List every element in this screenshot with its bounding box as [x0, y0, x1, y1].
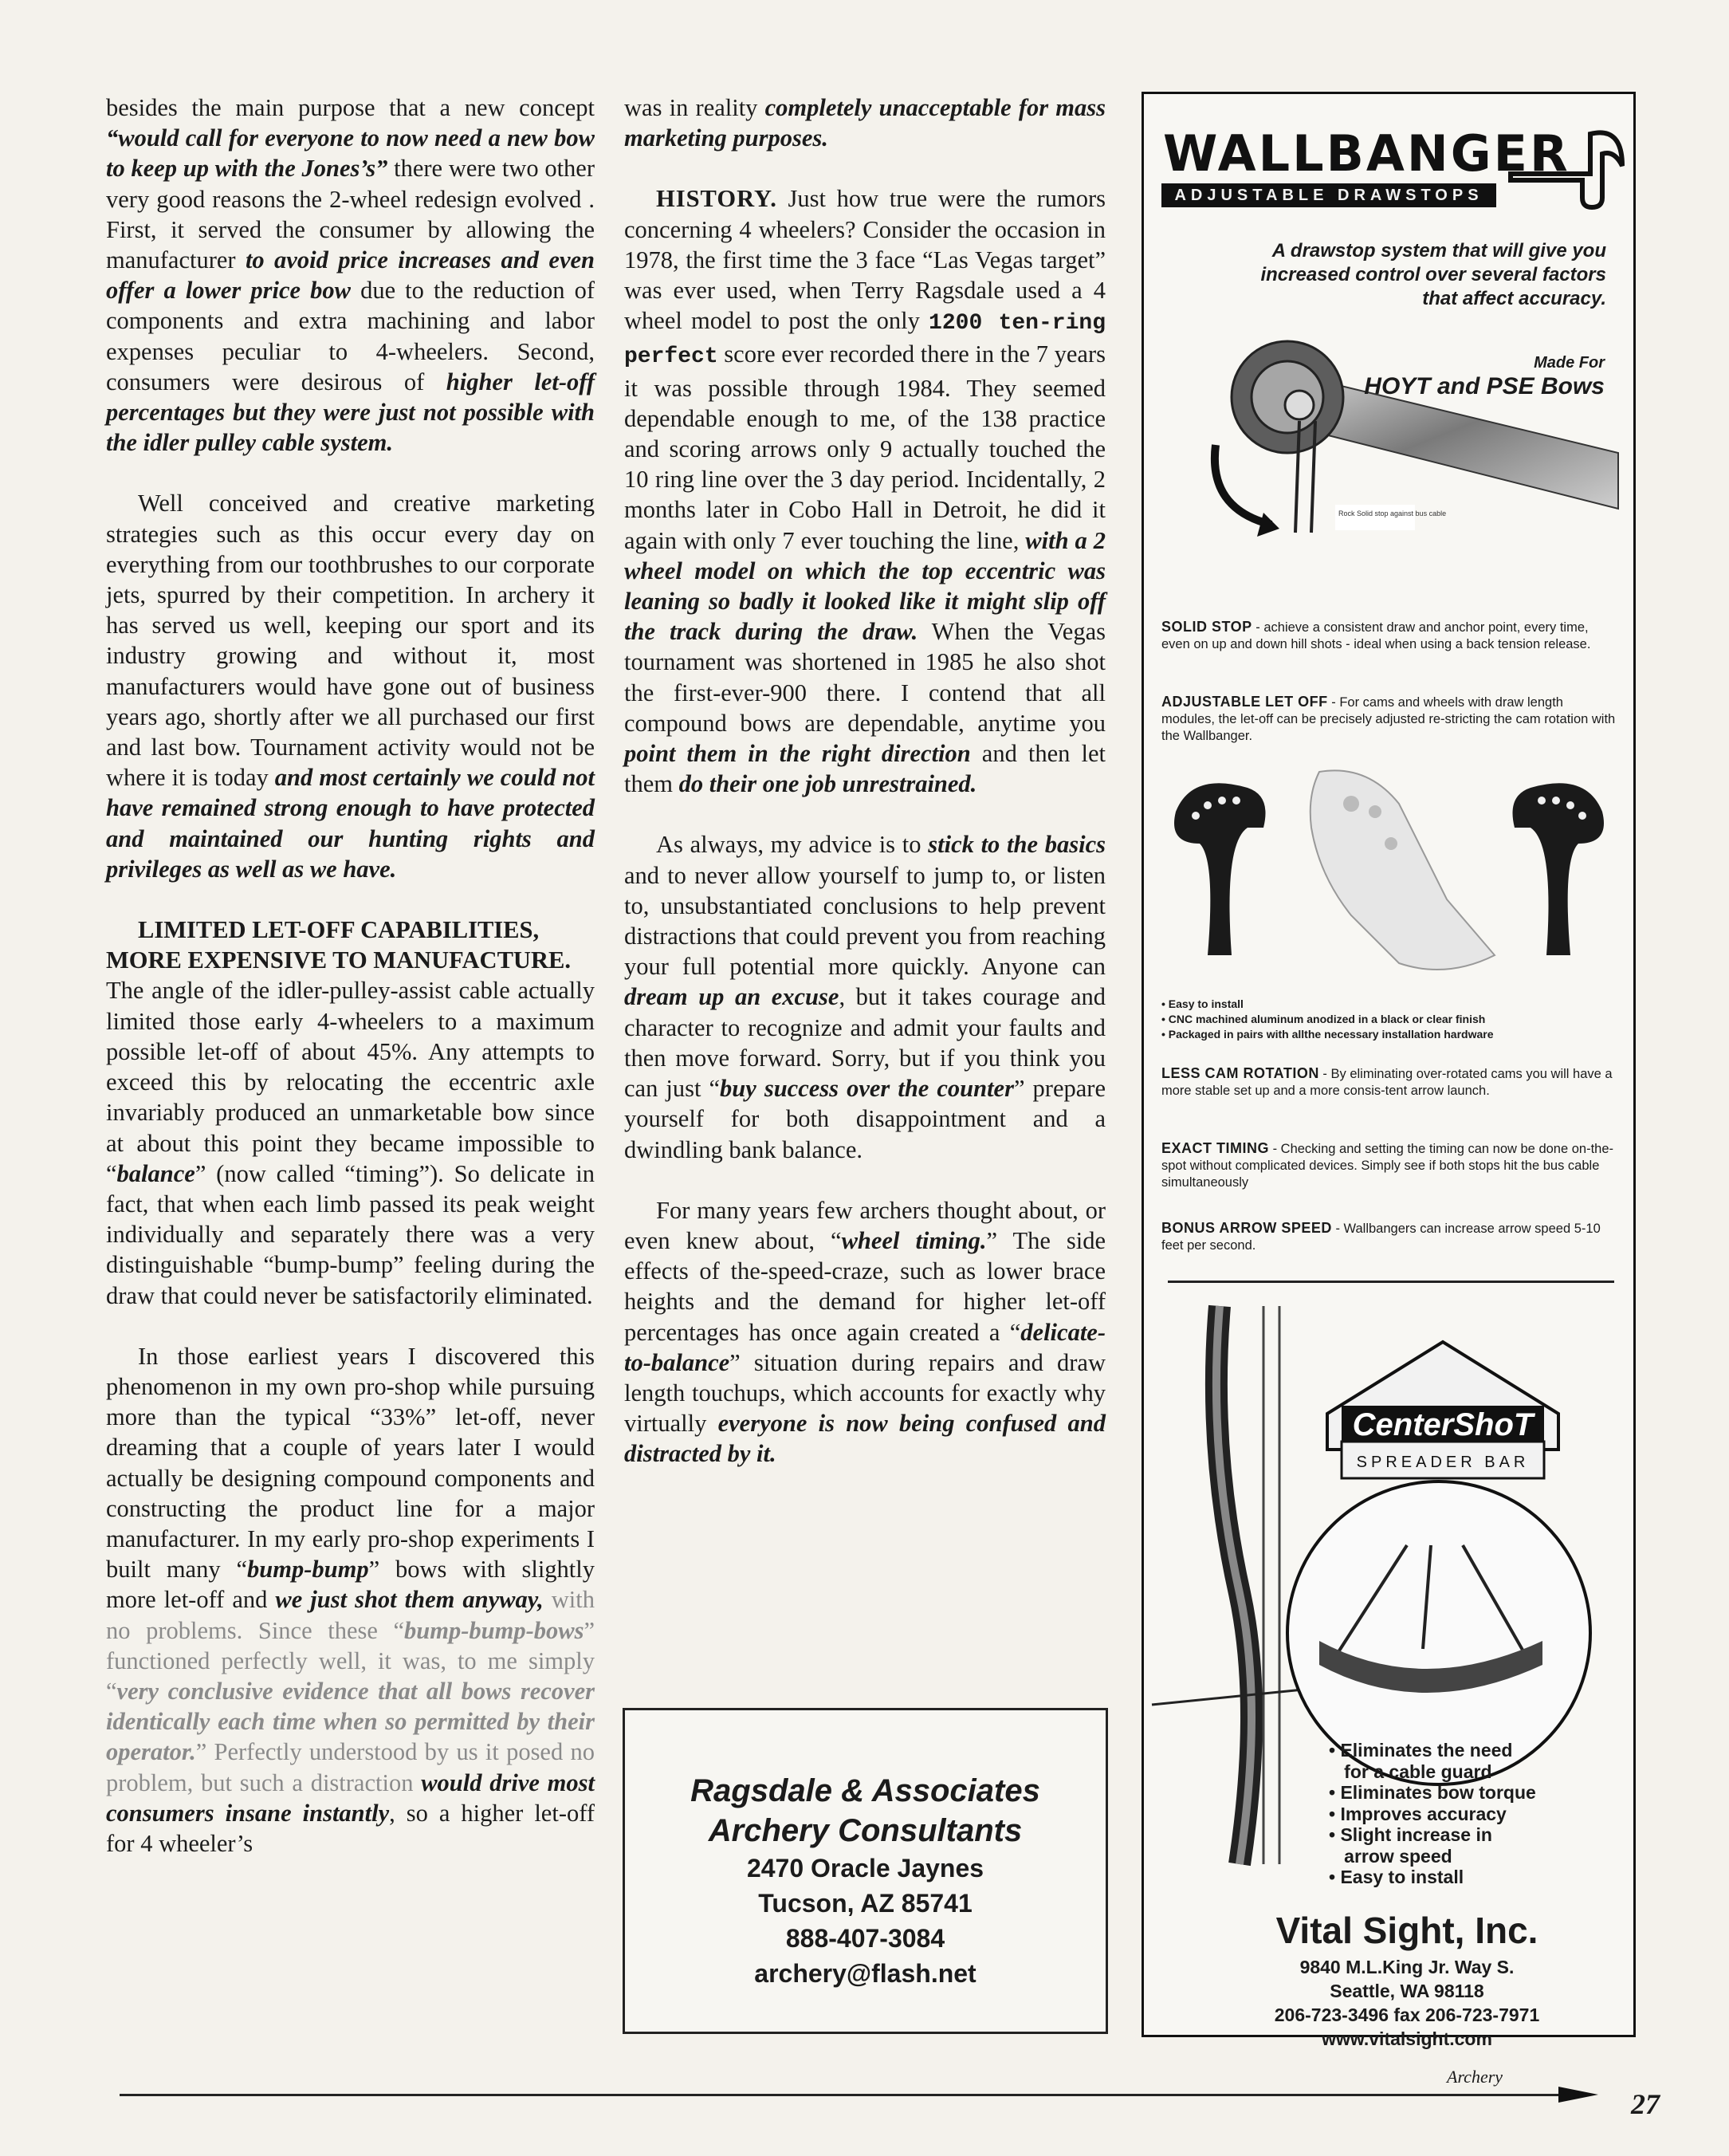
article-column-2: [624, 92, 1106, 1469]
phone: 888-407-3084: [785, 1924, 945, 1953]
paragraph: Well conceived and creative marketing strategies such as this occur every day on everything from our toothbrushes to our corporate jets, spurred by their competition. In archery it has served us well, keeping our sport and its industry growing and without it, most manufacturers would have gone out of business years ago, shortly after we all purchased our first and last bow. Tournament activity would not be where it is today and most certainly we could not have remained strong enough to have protected and maintained our hunting rights and privileges as well as we have.: [106, 490, 595, 883]
paragraph: As always, my advice is to stick to the basics and to never allow yourself to jump to, or listen to, unsubstantiated conclusions to help prevent distractions that could prevent you from reaching your full potential more quickly. Anyone can dream up an excuse, but it takes courage and character to recognize and admit your faults and then move forward. Sorry, but if you think you can just “buy success over the counter” prepare yourself for both disappointment and a dwindling bank balance.: [624, 831, 1106, 1163]
centershot-bullets: • Eliminates the need for a cable guard • Eliminates bow torque • Improves accuracy • Slight increase in arrow speed • Easy to install: [1329, 1740, 1536, 1887]
wallbanger-subtitle: ADJUSTABLE DRAWSTOPS: [1161, 183, 1496, 207]
wallbanger-brand: WALLBANGER: [1163, 124, 1570, 183]
vital-sight-contact: 9840 M.L.King Jr. Way S. Seattle, WA 98118 206-723-3496 fax 206-723-7971 www.vitalsight.com: [1224, 1955, 1590, 2051]
city: Tucson, AZ 85741: [758, 1889, 973, 1918]
feature-solid-stop: SOLID STOP - achieve a consistent draw and anchor point, every time, even on up and down hill shots - ideal when using a back tension release.: [1161, 619, 1591, 651]
feature-bonus-arrow-speed: BONUS ARROW SPEED - Wallbangers can increase arrow speed 5-10 feet per second.: [1161, 1220, 1601, 1253]
paragraph: was in reality completely unacceptable for mass marketing purposes.: [624, 94, 1106, 152]
centershot-logo: CenterShoT: [1352, 1407, 1534, 1442]
paragraph: In those earliest years I discovered this phenomenon in my own pro-shop while pursuing more than the typical “33%” let-off, never dreaming that a couple of years later I would actually be designing compound components and constructing the product line for a major manufacturer. In my early pro-shop experiments I built many “bump-bump” bows with slightly more let-off and we just shot them anyway, with no problems. Since these “bump-bump-bows” functioned perfectly well, it was, to me simply “very conclusive evidence that all bows recover identically each time when so permitted by their operator.” Perfectly understood by us it posed no problem, but such a distraction would drive most consumers insane instantly, so a higher let-off for 4 wheeler’s: [106, 1342, 595, 1857]
feature-adjustable-let-off: ADJUSTABLE LET OFF - For cams and wheels with draw length modules, the let-off can be precisely adjusted re-stricting the cam rotation with the Wallbanger.: [1161, 694, 1616, 743]
address: 2470 Oracle Jaynes: [746, 1854, 984, 1883]
email[interactable]: archery@flash.net: [754, 1959, 976, 1988]
wallbanger-bullets: • Easy to install • CNC machined aluminum anodized in a black or clear finish • Packaged in pairs with allthe necessary installation hardware: [1161, 997, 1494, 1041]
paragraph: LIMITED LET-OFF CAPABILITIES, MORE EXPENSIVE TO MANUFACTURE. The angle of the idler-pulley-assist cable actually limited those early 4-wheelers to a maximum possible let-off of about 45%. Any attempts to exceed this by relocating the eccentric axle invariably produced an unmarketable bow since at about this point they became impossible to “balance” (now called “timing”). So delicate in fact, that when each limb passed its peak weight individually and separately there was a very distinguishable “bump-bump” feeling during the draw that could never be satisfactorily eliminated.: [106, 916, 595, 1309]
ad-divider: [1168, 1281, 1614, 1283]
vital-sight-website[interactable]: www.vitalsight.com: [1322, 2028, 1492, 2049]
company-name: Ragsdale & Associates: [690, 1773, 1040, 1808]
paragraph: besides the main purpose that a new concept “would call for everyone to now need a new bow to keep up with the Jones’s” there were two other very good reasons the 2-wheel redesign evolved . First, it served the consumer by allowing the manufacturer to avoid price increases and even offer a lower price bow due to the reduction of components and extra machining and labor expenses peculiar to 4-wheelers. Second, consumers were desirous of higher let-off percentages but they were just not possible with the idler pulley cable system.: [106, 94, 595, 457]
arrow-right-icon: [1558, 2083, 1598, 2107]
feature-less-cam-rotation: LESS CAM ROTATION - By eliminating over-rotated cams you will have a more stable set up and a more consis-tent arrow launch.: [1161, 1065, 1613, 1098]
vital-sight-company: Vital Sight, Inc.: [1275, 1910, 1538, 1951]
footer-rule: [120, 2094, 1586, 2096]
footer-magazine-name: Archery: [1447, 2067, 1503, 2087]
section-heading: HISTORY.: [656, 185, 777, 213]
feature-exact-timing: EXACT TIMING - Checking and setting the timing can now be done on-the-spot without complicated devices. Simply see if both stops hit the bus cable simultaneously: [1161, 1140, 1614, 1190]
paragraph: For many years few archers thought about, or even knew about, “wheel timing.” The side effects of the-speed-craze, such as lower brace heights and the demand for higher let-off percentages has once again created a “delicate-to-balance” situation during repairs and draw length touchups, which accounts for exactly why virtually everyone is now being confused and distracted by it.: [624, 1196, 1106, 1468]
ragsdale-contact-box: [623, 1708, 1108, 2034]
page-number: 27: [1631, 2088, 1660, 2120]
wallbanger-tagline: A drawstop system that will give you increased control over several factors that affect accuracy.: [1260, 240, 1606, 309]
company-subtitle: Archery Consultants: [708, 1813, 1023, 1848]
article-column-1: [106, 92, 595, 1859]
photo-caption: Rock Solid stop against bus cable: [1338, 509, 1447, 517]
made-for-label: Made For HOYT and PSE Bows: [1364, 354, 1605, 399]
section-heading: LIMITED LET-OFF CAPABILITIES, MORE EXPENSIVE TO MANUFACTURE.: [106, 916, 571, 974]
centershot-subtitle: SPREADER BAR: [1356, 1454, 1530, 1471]
advertisement-column: [1142, 92, 1636, 2049]
paragraph: HISTORY. Just how true were the rumors concerning 4 wheelers? Consider the occasion in 1978, the first time the 3 face “Las Vegas target” was ever used, when Terry Ragsdale used a 4 wheel model to post the only 1200 ten-ring perfect score ever recorded there in the 7 years it was possible through 1984. They seemed dependable enough to me, of the 138 practice and scoring arrows only 9 actually touched the 10 ring line over the 3 day period. Incidentally, 2 months later in Cobo Hall in Detroit, he did it again with only 7 ever touching the line, with a 2 wheel model on which the top eccentric was leaning so badly it looked like it might slip off the track during the draw. When the Vegas tournament was shortened in 1985 he also shot the first-ever-900 there. I contend that all compound bows are dependable, anytime you point them in the right direction and then let them do their one job unrestrained.: [624, 185, 1106, 798]
drawstop-parts-illustration: [1160, 756, 1618, 987]
